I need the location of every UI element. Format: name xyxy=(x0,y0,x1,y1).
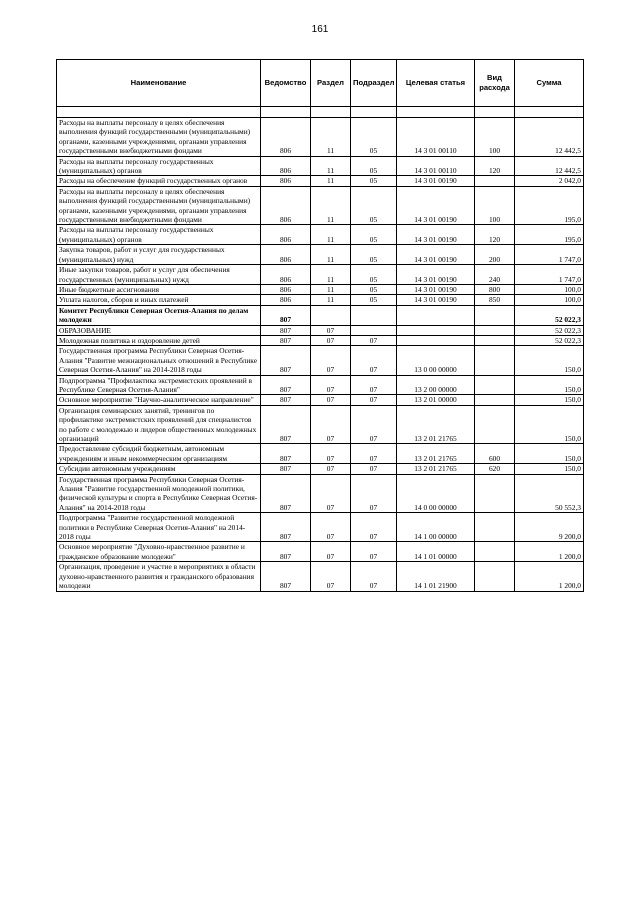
cell-exp-type: 200 xyxy=(475,245,515,265)
cell-section: 07 xyxy=(311,325,351,335)
cell-department: 807 xyxy=(261,395,311,405)
spacer-cell xyxy=(475,107,515,118)
cell-exp-type xyxy=(475,176,515,186)
cell-department: 806 xyxy=(261,295,311,305)
table-row xyxy=(57,284,584,294)
cell-name: Государственная программа Республики Северная Осетия-Алания "Развитие государственной молодежной политики, физической культуры и спорта в Республике Северная Осетия-Алания" на 2014-2018 годы xyxy=(57,474,261,513)
cell-department: 806 xyxy=(261,156,311,176)
cell-exp-type: 100 xyxy=(475,118,515,157)
cell-name: ОБРАЗОВАНИЕ xyxy=(57,325,261,335)
cell-name: Основное мероприятие "Духовно-нравственное развитие и гражданское образование молодежи" xyxy=(57,542,261,562)
table-row xyxy=(57,295,584,305)
cell-section: 11 xyxy=(311,156,351,176)
cell-target xyxy=(397,325,475,335)
cell-department: 806 xyxy=(261,284,311,294)
cell-target: 14 0 00 00000 xyxy=(397,474,475,513)
cell-subsection: 05 xyxy=(351,186,397,225)
cell-amount: 1 747,0 xyxy=(515,265,584,285)
cell-section: 11 xyxy=(311,284,351,294)
cell-subsection: 05 xyxy=(351,118,397,157)
cell-target: 14 3 01 00190 xyxy=(397,265,475,285)
header-subsection: Подраздел xyxy=(351,60,397,107)
cell-target: 14 3 01 00110 xyxy=(397,118,475,157)
cell-target: 14 3 01 00190 xyxy=(397,245,475,265)
cell-department: 807 xyxy=(261,474,311,513)
cell-department: 806 xyxy=(261,118,311,157)
cell-amount: 150,0 xyxy=(515,444,584,464)
cell-amount: 150,0 xyxy=(515,375,584,395)
cell-department: 807 xyxy=(261,513,311,542)
cell-department: 806 xyxy=(261,225,311,245)
cell-exp-type: 800 xyxy=(475,284,515,294)
cell-target: 13 2 00 00000 xyxy=(397,375,475,395)
cell-amount: 100,0 xyxy=(515,295,584,305)
cell-target: 13 2 01 21765 xyxy=(397,405,475,444)
cell-amount: 150,0 xyxy=(515,464,584,474)
cell-exp-type: 120 xyxy=(475,225,515,245)
cell-department: 806 xyxy=(261,245,311,265)
cell-target: 14 3 01 00190 xyxy=(397,176,475,186)
cell-name: Расходы на обеспечение функций государственных органов xyxy=(57,176,261,186)
table-row xyxy=(57,542,584,562)
cell-section: 07 xyxy=(311,464,351,474)
cell-amount: 52 022,3 xyxy=(515,325,584,335)
cell-amount: 12 442,5 xyxy=(515,156,584,176)
cell-name: Иные бюджетные ассигнования xyxy=(57,284,261,294)
cell-subsection: 07 xyxy=(351,444,397,464)
cell-amount: 150,0 xyxy=(515,395,584,405)
spacer-row xyxy=(57,107,584,118)
spacer-cell xyxy=(515,107,584,118)
cell-subsection: 07 xyxy=(351,335,397,345)
cell-amount: 9 200,0 xyxy=(515,513,584,542)
cell-section: 07 xyxy=(311,474,351,513)
cell-amount: 150,0 xyxy=(515,405,584,444)
cell-exp-type xyxy=(475,395,515,405)
cell-department: 807 xyxy=(261,562,311,591)
cell-amount: 1 747,0 xyxy=(515,245,584,265)
cell-target: 14 1 01 21900 xyxy=(397,562,475,591)
table-row xyxy=(57,474,584,513)
cell-subsection: 07 xyxy=(351,513,397,542)
cell-department: 807 xyxy=(261,464,311,474)
cell-exp-type: 620 xyxy=(475,464,515,474)
cell-name: Организация семинарских занятий, тренингов по профилактике экстремистских проявлений для специалистов по работе с молодежью и лидеров общественных молодежных организаций xyxy=(57,405,261,444)
cell-target xyxy=(397,305,475,325)
cell-target: 14 1 00 00000 xyxy=(397,513,475,542)
cell-name: Расходы на выплаты персоналу в целях обеспечения выполнения функций государственными (муниципальными) органами, казенными учреждениями, органами управления государственными внебюджетными фондами xyxy=(57,118,261,157)
cell-section: 07 xyxy=(311,513,351,542)
cell-subsection: 07 xyxy=(351,542,397,562)
cell-name: Закупка товаров, работ и услуг для государственных (муниципальных) нужд xyxy=(57,245,261,265)
cell-amount: 1 200,0 xyxy=(515,562,584,591)
page-number: 161 xyxy=(311,24,329,35)
cell-section: 07 xyxy=(311,444,351,464)
budget-table xyxy=(56,59,584,592)
cell-exp-type: 100 xyxy=(475,186,515,225)
cell-section: 07 xyxy=(311,405,351,444)
cell-target: 14 3 01 00190 xyxy=(397,284,475,294)
cell-exp-type xyxy=(475,375,515,395)
cell-name: Уплата налогов, сборов и иных платежей xyxy=(57,295,261,305)
cell-name: Молодежная политика и оздоровление детей xyxy=(57,335,261,345)
cell-section: 07 xyxy=(311,346,351,375)
cell-subsection: 05 xyxy=(351,156,397,176)
cell-exp-type xyxy=(475,305,515,325)
table-row xyxy=(57,346,584,375)
cell-target: 14 3 01 00190 xyxy=(397,186,475,225)
table-row xyxy=(57,375,584,395)
cell-target: 13 2 01 21765 xyxy=(397,444,475,464)
cell-exp-type xyxy=(475,474,515,513)
cell-amount: 12 442,5 xyxy=(515,118,584,157)
cell-amount: 50 552,3 xyxy=(515,474,584,513)
cell-department: 806 xyxy=(261,176,311,186)
cell-department: 807 xyxy=(261,335,311,345)
cell-amount: 195,0 xyxy=(515,186,584,225)
table-row xyxy=(57,225,584,245)
cell-name: Расходы на выплаты персоналу государственных (муниципальных) органов xyxy=(57,156,261,176)
cell-department: 806 xyxy=(261,265,311,285)
cell-subsection: 05 xyxy=(351,295,397,305)
cell-section: 11 xyxy=(311,186,351,225)
cell-target: 13 2 01 21765 xyxy=(397,464,475,474)
cell-subsection: 05 xyxy=(351,265,397,285)
spacer-cell xyxy=(311,107,351,118)
spacer-cell xyxy=(57,107,261,118)
table-row xyxy=(57,305,584,325)
cell-name: Расходы на выплаты персоналу в целях обеспечения выполнения функций государственными (муниципальными) органами, казенными учреждениями, органами управления государственными внебюджетными фондами xyxy=(57,186,261,225)
cell-amount: 195,0 xyxy=(515,225,584,245)
cell-department: 806 xyxy=(261,186,311,225)
header-section: Раздел xyxy=(311,60,351,107)
cell-section: 11 xyxy=(311,245,351,265)
cell-subsection xyxy=(351,325,397,335)
table-row xyxy=(57,325,584,335)
spacer-cell xyxy=(351,107,397,118)
table-row xyxy=(57,395,584,405)
cell-department: 807 xyxy=(261,405,311,444)
cell-exp-type: 240 xyxy=(475,265,515,285)
cell-subsection: 07 xyxy=(351,474,397,513)
header-amount: Сумма xyxy=(515,60,584,107)
cell-target: 14 3 01 00110 xyxy=(397,156,475,176)
cell-department: 807 xyxy=(261,444,311,464)
cell-amount: 52 022,3 xyxy=(515,335,584,345)
table-row xyxy=(57,186,584,225)
cell-target: 14 3 01 00190 xyxy=(397,295,475,305)
cell-section: 11 xyxy=(311,118,351,157)
table-row xyxy=(57,245,584,265)
cell-section: 11 xyxy=(311,176,351,186)
cell-name: Организация, проведение и участие в мероприятиях в области духовно-нравственного развития и гражданского образования молодежи xyxy=(57,562,261,591)
cell-name: Предоставление субсидий бюджетным, автономным учреждениям и иным некоммерческим организациям xyxy=(57,444,261,464)
cell-target: 14 1 01 00000 xyxy=(397,542,475,562)
cell-section xyxy=(311,305,351,325)
cell-target xyxy=(397,335,475,345)
cell-exp-type xyxy=(475,542,515,562)
header-name: Наименование xyxy=(57,60,261,107)
cell-department: 807 xyxy=(261,375,311,395)
cell-section: 07 xyxy=(311,335,351,345)
table-row xyxy=(57,464,584,474)
cell-target: 14 3 01 00190 xyxy=(397,225,475,245)
cell-section: 11 xyxy=(311,265,351,285)
table-row xyxy=(57,156,584,176)
cell-target: 13 2 01 00000 xyxy=(397,395,475,405)
cell-exp-type xyxy=(475,513,515,542)
cell-amount: 52 022,3 xyxy=(515,305,584,325)
cell-exp-type xyxy=(475,325,515,335)
cell-subsection: 07 xyxy=(351,395,397,405)
header-exp-type: Вид расхода xyxy=(475,60,515,107)
spacer-cell xyxy=(261,107,311,118)
cell-subsection: 05 xyxy=(351,176,397,186)
cell-exp-type xyxy=(475,335,515,345)
header-target: Целевая статья xyxy=(397,60,475,107)
cell-subsection: 05 xyxy=(351,225,397,245)
cell-target: 13 0 00 00000 xyxy=(397,346,475,375)
cell-exp-type xyxy=(475,405,515,444)
header-department: Ведомство xyxy=(261,60,311,107)
cell-name: Комитет Республики Северная Осетия-Алания по делам молодежи xyxy=(57,305,261,325)
table-row xyxy=(57,444,584,464)
cell-name: Основное мероприятие "Научно-аналитическое направление" xyxy=(57,395,261,405)
cell-section: 07 xyxy=(311,395,351,405)
cell-subsection: 05 xyxy=(351,245,397,265)
table-row xyxy=(57,265,584,285)
cell-subsection: 05 xyxy=(351,284,397,294)
cell-name: Подпрограмма "Профилактика экстремистских проявлений в Республике Северная Осетия-Алания" xyxy=(57,375,261,395)
cell-department: 807 xyxy=(261,346,311,375)
cell-subsection: 07 xyxy=(351,346,397,375)
cell-name: Расходы на выплаты персоналу государственных (муниципальных) органов xyxy=(57,225,261,245)
header-row xyxy=(57,60,584,107)
cell-subsection: 07 xyxy=(351,405,397,444)
table-row xyxy=(57,335,584,345)
spacer-cell xyxy=(397,107,475,118)
cell-exp-type xyxy=(475,346,515,375)
cell-amount: 150,0 xyxy=(515,346,584,375)
cell-name: Подпрограмма "Развитие государственной молодежной политики в Республике Северная Осетия-Алания" на 2014-2018 годы xyxy=(57,513,261,542)
cell-name: Субсидии автономным учреждениям xyxy=(57,464,261,474)
cell-section: 11 xyxy=(311,225,351,245)
table-row xyxy=(57,562,584,591)
cell-amount: 1 200,0 xyxy=(515,542,584,562)
table-body xyxy=(57,107,584,592)
cell-section: 07 xyxy=(311,375,351,395)
cell-amount: 100,0 xyxy=(515,284,584,294)
cell-amount: 2 042,0 xyxy=(515,176,584,186)
cell-department: 807 xyxy=(261,325,311,335)
cell-subsection: 07 xyxy=(351,562,397,591)
cell-exp-type xyxy=(475,562,515,591)
cell-exp-type: 600 xyxy=(475,444,515,464)
cell-department: 807 xyxy=(261,542,311,562)
cell-section: 07 xyxy=(311,542,351,562)
cell-exp-type: 120 xyxy=(475,156,515,176)
cell-section: 11 xyxy=(311,295,351,305)
table-row xyxy=(57,118,584,157)
cell-subsection xyxy=(351,305,397,325)
cell-section: 07 xyxy=(311,562,351,591)
cell-name: Иные закупки товаров, работ и услуг для обеспечения государственных (муниципальных) нужд xyxy=(57,265,261,285)
cell-name: Государственная программа Республики Северная Осетия-Алания "Развитие межнациональных отношений в Республике Северная Осетия-Алания" на 2014-2018 годы xyxy=(57,346,261,375)
cell-department: 807 xyxy=(261,305,311,325)
cell-exp-type: 850 xyxy=(475,295,515,305)
table-row xyxy=(57,405,584,444)
cell-subsection: 07 xyxy=(351,375,397,395)
table-row xyxy=(57,176,584,186)
cell-subsection: 07 xyxy=(351,464,397,474)
table-row xyxy=(57,513,584,542)
